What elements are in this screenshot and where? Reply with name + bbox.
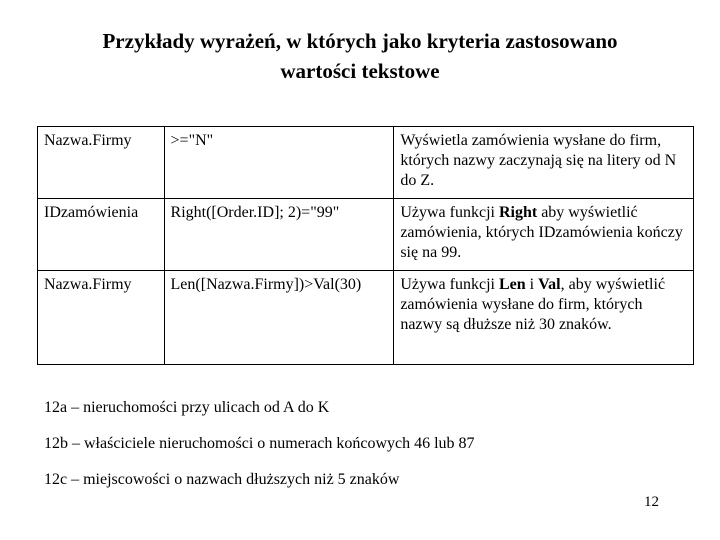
description-text: , aby wyświetlić zamówienia wysłane do firm, których nazwy są dłuższe niż 30 znaków. [400,276,666,333]
function-name: Right [498,204,538,221]
page-number: 12 [644,494,659,510]
description-text: Wyświetla zamówienia wysłane do firm, których nazwy zaczynają się na litery od N do Z. [400,132,677,189]
table-row [38,127,694,199]
exercise-notes [44,398,475,506]
description-cell [394,127,694,199]
slide-title-line-2: wartości tekstowe [280,59,440,83]
criterion-cell: Right([Order.ID]; 2)="99" [164,199,394,271]
slide-title [0,26,720,86]
exercise-note: 12c – miejscowości o nazwach dłuższych niż 5 znaków [44,471,400,488]
function-name: Val [538,276,561,293]
exercise-note: 12a – nieruchomości przy ulicach od A do K [44,399,330,416]
table-row [38,199,694,271]
table-row [38,271,694,365]
function-name: Len [498,276,526,293]
description-cell [394,271,694,365]
field-cell: Nazwa.Firmy [38,271,165,365]
criterion-cell: Len([Nazwa.Firmy])>Val(30) [164,271,394,365]
criterion-cell: >="N" [164,127,394,199]
exercise-note: 12b – właściciele nieruchomości o numerach końcowych 46 lub 87 [44,435,475,452]
description-cell [394,199,694,271]
field-cell: IDzamówienia [38,199,165,271]
description-text: Używa funkcji [400,204,499,221]
criteria-table [37,126,694,365]
slide-title-line-1: Przykłady wyrażeń, w których jako kryteria zastosowano [102,29,618,53]
description-text: i [525,276,539,293]
field-cell: Nazwa.Firmy [38,127,165,199]
description-text: Używa funkcji [400,276,499,293]
description-text: aby wyświetlić zamówienia, których IDzamówienia kończy się na 99. [400,204,683,261]
